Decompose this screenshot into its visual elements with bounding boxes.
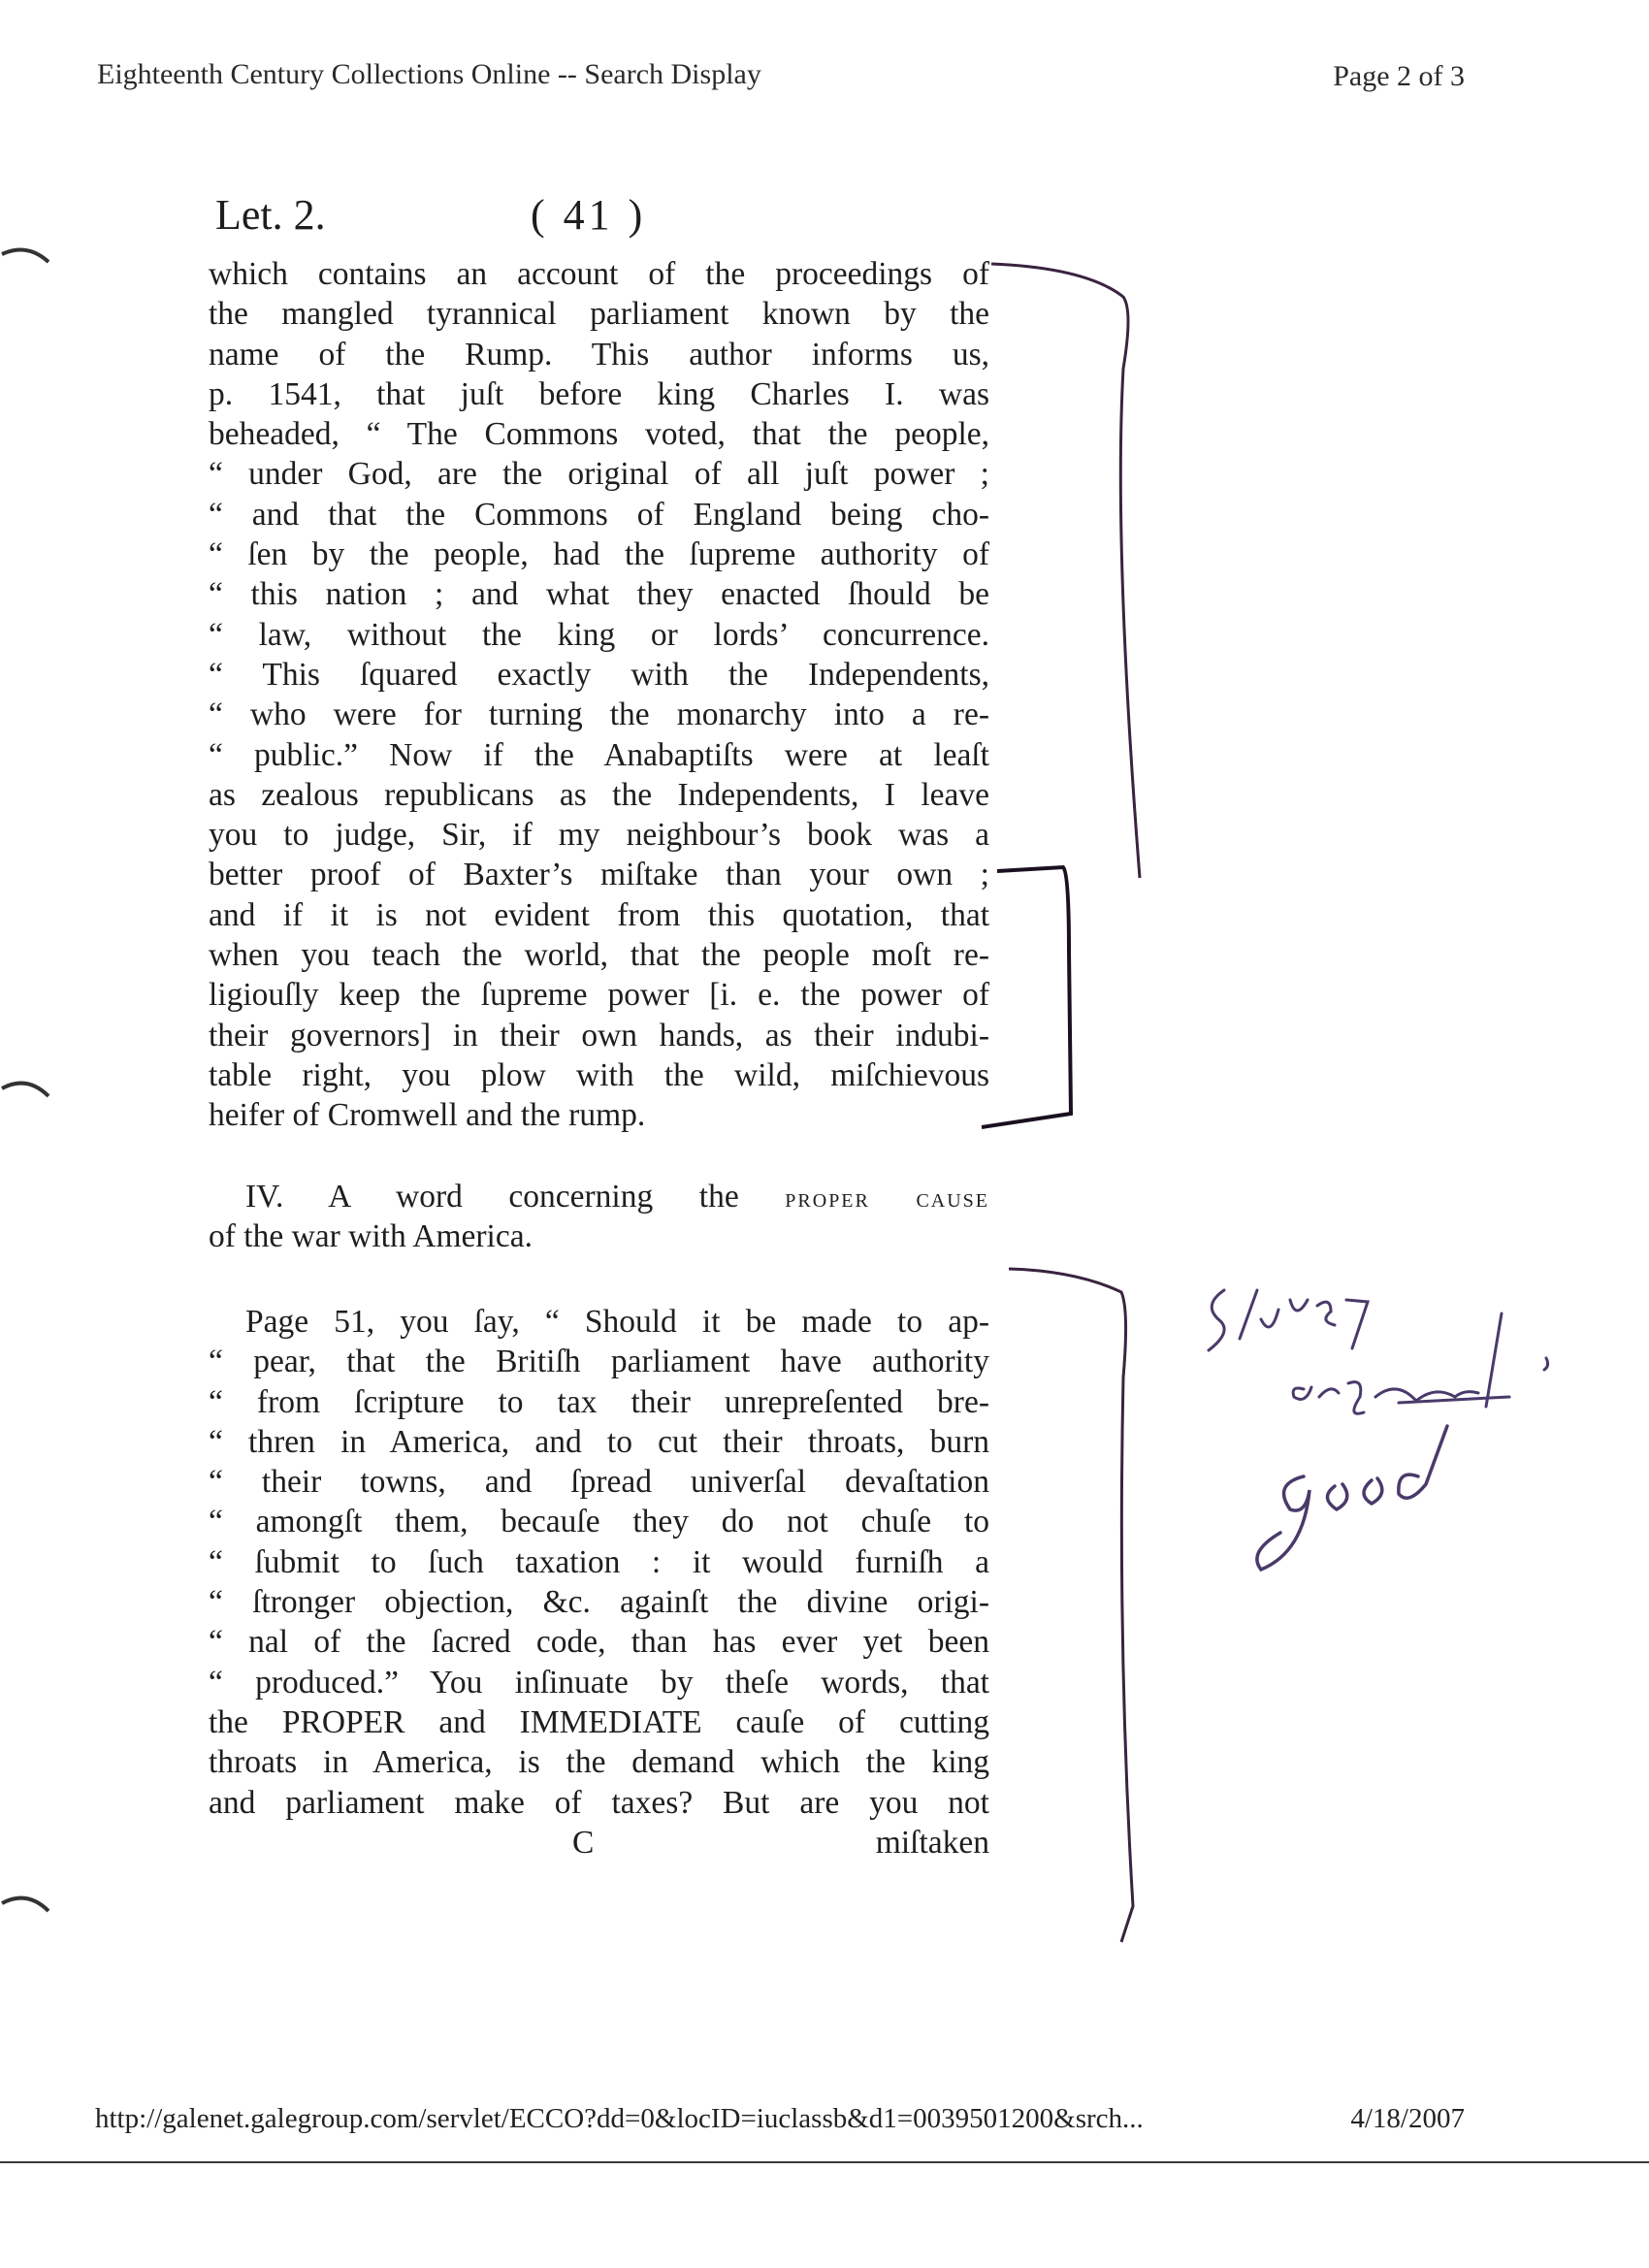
text-line: “ pear, that the Britiſh parliament have authority [209,1344,989,1380]
text-line: “ nal of the ſacred code, than has ever yet been [209,1624,989,1661]
text-line: the mangled tyrannical parliament known by the [209,296,989,333]
text-line: p. 1541, that juſt before king Charles I. was [209,375,989,412]
text-line: “ produced.” You inſinuate by theſe words, that [209,1664,989,1701]
text-line: “ who were for turning the monarchy into a re- [209,697,989,733]
text-line: better proof of Baxter’s miſtake than your own ; [209,857,989,893]
footer-rule [0,2161,1649,2163]
running-head-page-number: ( 41 ) [531,191,647,239]
print-footer-url: http://galenet.galegroup.com/servlet/ECCO?dd=0&locID=iuclassb&d1=0039501200&srch... [95,2103,1144,2134]
text-line: heifer of Cromwell and the rump. [209,1097,646,1134]
handwritten-word-good [1257,1426,1447,1570]
hole-punch-mark [2,1898,48,1911]
text-line: which contains an account of the proceedings of [209,256,989,292]
section-heading-proper: proper [785,1183,870,1214]
text-line: their governors] in their own hands, as their indubi- [209,1017,989,1053]
text-line: “ amongſt them, becauſe they do not chuſe to [209,1504,989,1540]
margin-bracket [991,264,1140,878]
hole-punch-mark [2,250,48,263]
text-line: “ public.” Now if the Anabaptiſts were at leaſt [209,736,989,773]
text-line: “ This ſquared exactly with the Independents, [209,656,989,693]
text-line: the PROPER and IMMEDIATE cauſe of cutting [209,1703,989,1740]
section-heading-cause: cause [916,1183,990,1214]
text-line: Page 51, you ſay, “ Should it be made to ap- [245,1304,989,1340]
text-line: “ thren in America, and to cut their throats, burn [209,1423,989,1460]
text-line: name of the Rump. This author informs us, [209,336,989,373]
running-head [215,190,991,248]
text-line: “ law, without the king or lords’ concurrence. [209,616,989,653]
text-line: when you teach the world, that the people moſt re- [209,937,989,974]
print-page-count: Page 2 of 3 [1333,60,1465,92]
signature-catchword-line [209,1823,989,1863]
paragraph-1 [209,254,989,1136]
text-line: “ ſubmit to ſuch taxation : it would furniſh a [209,1543,989,1580]
signature-mark: C [572,1824,595,1861]
text-line: “ from ſcripture to tax their unrepreſented bre- [209,1383,989,1420]
text-line: as zealous republicans as the Independents, I leave [209,776,989,813]
text-line: “ and that the Commons of England being cho- [209,496,989,533]
margin-bracket [982,867,1071,1127]
margin-bracket [1009,1269,1133,1942]
paragraph-2 [209,1302,989,1863]
section-iv-heading [209,1177,989,1257]
running-head-section: Let. 2. [215,191,326,239]
section-heading-line-1 [209,1177,989,1216]
text-line: table right, you plow with the wild, miſchievous [209,1056,989,1093]
text-line: you to judge, Sir, if my neighbour’s book was a [209,817,989,854]
text-line: ligiouſly keep the ſupreme power [i. e. the power of [209,977,989,1014]
text-line: “ their towns, and ſpread univerſal devaſtation [209,1464,989,1501]
text-line: “ ſtronger objection, &c. againſt the divine origi- [209,1584,989,1621]
text-line: “ this nation ; and what they enacted ſhould be [209,576,989,613]
print-header-title: Eighteenth Century Collections Online -- Search Display [97,58,761,90]
catchword: miſtaken [875,1824,989,1861]
text-line: “ under God, are the original of all juſt power ; [209,456,989,493]
text-line: “ ſen by the people, had the ſupreme authority of [209,536,989,573]
handwritten-word-argument [1293,1313,1547,1413]
handwritten-word-slavery [1209,1290,1368,1350]
text-line: throats in America, is the demand which the king [209,1744,989,1781]
text-line: and parliament make of taxes? But are you not [209,1784,989,1821]
section-heading-line-2: of the war with America. [209,1218,533,1255]
text-line: beheaded, “ The Commons voted, that the people, [209,416,989,453]
text-line: and if it is not evident from this quotation, that [209,896,989,933]
print-footer-date: 4/18/2007 [1350,2103,1465,2134]
hole-punch-mark [2,1084,48,1096]
section-heading-start: IV. A word concerning the [245,1179,739,1215]
